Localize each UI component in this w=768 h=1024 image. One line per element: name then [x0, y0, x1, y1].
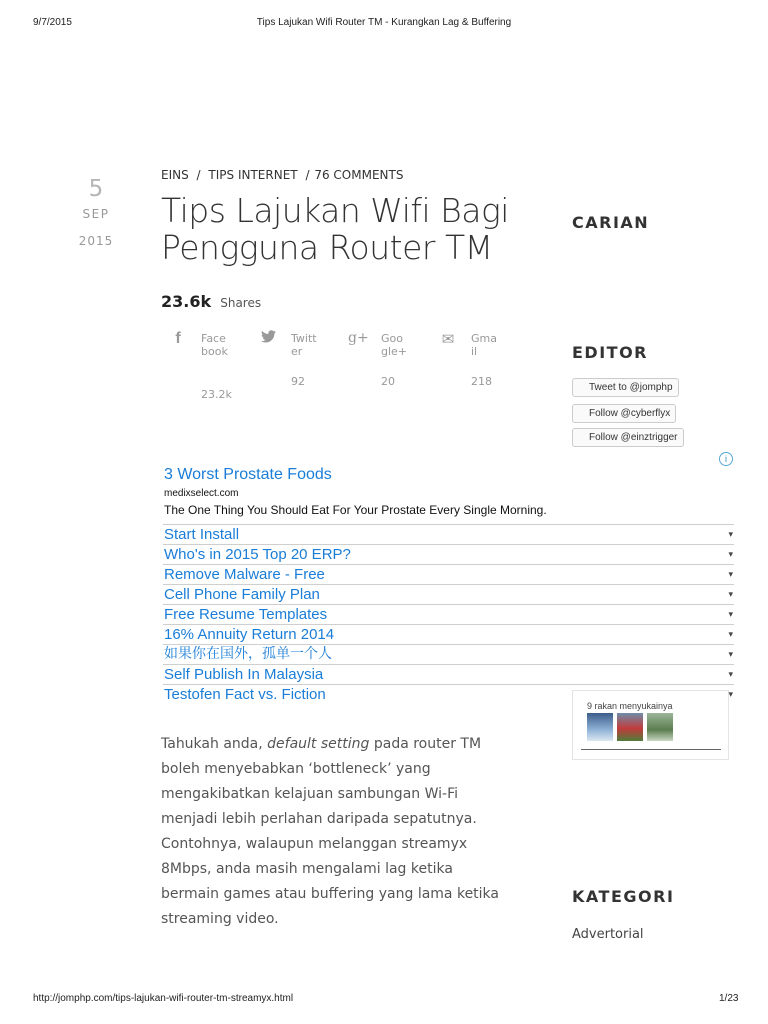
fb-likes-text: 9 rakan menyukainya	[587, 701, 673, 711]
ad-link-text[interactable]: Remove Malware - Free	[164, 566, 325, 583]
twitter-share-button[interactable]	[258, 330, 348, 410]
fan-avatar[interactable]	[587, 713, 613, 741]
facebook-icon: f	[175, 330, 181, 347]
chevron-down-icon[interactable]: ▾	[728, 649, 733, 659]
follow-button[interactable]: Follow @einztrigger	[572, 428, 684, 447]
share-name: Gmail	[471, 332, 497, 358]
chevron-down-icon[interactable]: ▾	[728, 589, 733, 599]
ad-link-text[interactable]: Testofen Fact vs. Fiction	[164, 686, 326, 703]
carian-heading: CARIAN	[572, 213, 650, 232]
ad-link[interactable]	[163, 564, 734, 584]
category-link[interactable]: TIPS INTERNET	[208, 168, 298, 182]
kategori-heading: KATEGORI	[572, 887, 675, 906]
ad-link-text[interactable]: 如果你在国外，孤单一个人	[164, 646, 332, 662]
follow-button[interactable]: Follow @cyberflyx	[572, 404, 676, 423]
print-page-number: 1/23	[719, 993, 739, 1004]
fan-avatar[interactable]	[617, 713, 643, 741]
ad-link[interactable]	[163, 624, 734, 644]
ad-link-text[interactable]: Who's in 2015 Top 20 ERP?	[164, 546, 351, 563]
ad-link-text[interactable]: Cell Phone Family Plan	[164, 586, 320, 603]
post-title: Tips Lajukan Wifi Bagi Pengguna Router TM	[161, 191, 509, 267]
body-text: Tahukah anda,	[161, 736, 268, 752]
post-meta	[161, 168, 407, 182]
editor-heading: EDITOR	[572, 343, 648, 362]
gmail-share-button[interactable]	[438, 330, 528, 410]
share-name: Twitter	[291, 332, 317, 358]
fan-avatar[interactable]	[647, 713, 673, 741]
category-item-advertorial[interactable]: Advertorial	[572, 927, 644, 942]
ad-link[interactable]	[163, 544, 734, 564]
chevron-down-icon[interactable]: ▾	[728, 609, 733, 619]
facebook-share-button[interactable]	[168, 330, 258, 410]
post-date-day: 5	[88, 176, 104, 202]
tweet-to-button[interactable]: Tweet to @jomphp	[572, 378, 679, 397]
ad-link-text[interactable]: Free Resume Templates	[164, 606, 328, 623]
twitter-icon	[258, 330, 278, 347]
author-link[interactable]: EINS	[161, 168, 189, 182]
share-name: Google+	[381, 332, 408, 358]
ad-link[interactable]	[163, 644, 734, 664]
ad-link[interactable]	[163, 604, 734, 624]
chevron-down-icon[interactable]: ▾	[728, 689, 733, 699]
body-emphasis: default setting	[267, 736, 370, 752]
chevron-down-icon[interactable]: ▾	[728, 529, 733, 539]
share-count: 23.2k	[201, 388, 232, 401]
body-text: pada router TM boleh menyebabkan ‘bottleneck’ yang mengakibatkan kelajuan sambungan Wi-Fi menjadi lebih perlahan daripada sepatutnya. Contohnya, walaupun melanggan streamyx 8Mbps, anda masih mengalami lag ketika bermain games atau buffering yang lama ketika streaming video.	[161, 736, 499, 927]
share-name: Facebook	[201, 332, 228, 358]
ad-link-text[interactable]: 16% Annuity Return 2014	[164, 626, 335, 643]
chevron-down-icon[interactable]: ▾	[728, 669, 733, 679]
ad-description[interactable]: The One Thing You Should Eat For Your Prostate Every Single Morning.	[164, 503, 547, 517]
chevron-down-icon[interactable]: ▾	[728, 569, 733, 579]
ad-domain[interactable]: medixselect.com	[164, 488, 239, 499]
gmail-icon: ✉	[441, 331, 455, 348]
share-count: 218	[471, 375, 492, 388]
post-date-month: SEP	[82, 207, 110, 221]
ad-link[interactable]	[163, 584, 734, 604]
meta-separator: /	[305, 168, 310, 182]
ad-link-text[interactable]: Start Install	[164, 526, 240, 543]
comments-link[interactable]: 76 COMMENTS	[314, 168, 404, 182]
print-date: 9/7/2015	[33, 17, 72, 28]
ad-link[interactable]	[163, 524, 734, 544]
ad-info-icon[interactable]: i	[719, 452, 733, 466]
meta-separator: /	[196, 168, 201, 182]
share-label: Shares	[220, 296, 262, 310]
print-title: Tips Lajukan Wifi Router TM - Kurangkan Lag & Buffering	[256, 17, 512, 28]
ad-link[interactable]	[163, 664, 734, 684]
googleplus-icon: g+	[348, 330, 369, 346]
share-count: 20	[381, 375, 395, 388]
ad-link[interactable]	[163, 684, 734, 704]
ad-link-list	[163, 524, 734, 704]
share-count: 92	[291, 375, 305, 388]
print-url: http://jomphp.com/tips-lajukan-wifi-router-tm-streamyx.html	[33, 993, 294, 1004]
googleplus-share-button[interactable]	[348, 330, 438, 410]
post-date-year: 2015	[78, 234, 114, 248]
ad-title-link[interactable]: 3 Worst Prostate Foods	[164, 466, 332, 483]
share-total	[161, 292, 261, 311]
post-body-paragraph	[161, 732, 506, 932]
chevron-down-icon[interactable]: ▾	[728, 629, 733, 639]
ad-link-text[interactable]: Self Publish In Malaysia	[164, 666, 324, 683]
divider	[581, 749, 721, 750]
chevron-down-icon[interactable]: ▾	[728, 549, 733, 559]
share-count: 23.6k	[161, 292, 212, 311]
